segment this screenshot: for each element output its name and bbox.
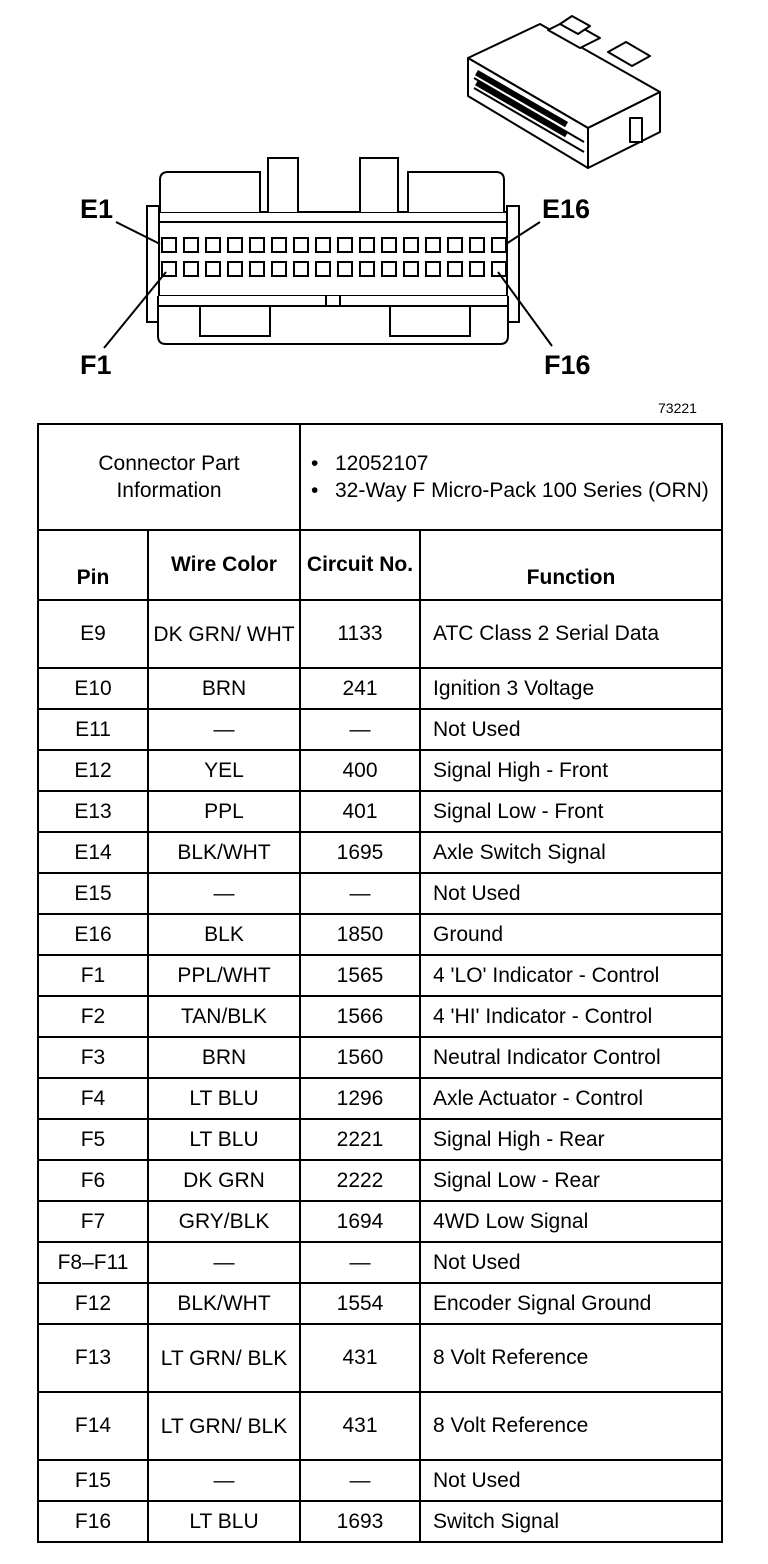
- circuit-cell: 431: [300, 1324, 420, 1392]
- circuit-cell: 2221: [300, 1119, 420, 1160]
- wire-color-cell: PPL/WHT: [148, 955, 300, 996]
- function-cell: Axle Actuator - Control: [420, 1078, 722, 1119]
- function-cell: Axle Switch Signal: [420, 832, 722, 873]
- pin-cell: E11: [38, 709, 148, 750]
- wire-color-cell: GRY/BLK: [148, 1201, 300, 1242]
- wire-color-cell: TAN/BLK: [148, 996, 300, 1037]
- pin-cell: F1: [38, 955, 148, 996]
- table-row: [38, 1501, 722, 1542]
- table-row: [38, 1392, 722, 1460]
- circuit-cell: —: [300, 873, 420, 914]
- pin-cell: F3: [38, 1037, 148, 1078]
- pin-cell: F16: [38, 1501, 148, 1542]
- circuit-cell: —: [300, 709, 420, 750]
- pin-cell: F15: [38, 1460, 148, 1501]
- table-header-row: [38, 530, 722, 600]
- table-row: [38, 996, 722, 1037]
- circuit-cell: 401: [300, 791, 420, 832]
- circuit-cell: 1693: [300, 1501, 420, 1542]
- circuit-cell: 1694: [300, 1201, 420, 1242]
- wire-color-cell: LT BLU: [148, 1119, 300, 1160]
- table-row: [38, 914, 722, 955]
- function-cell: Switch Signal: [420, 1501, 722, 1542]
- table-row: [38, 1078, 722, 1119]
- wire-color-cell: LT BLU: [148, 1501, 300, 1542]
- function-cell: 4WD Low Signal: [420, 1201, 722, 1242]
- function-cell: Not Used: [420, 1460, 722, 1501]
- function-cell: 8 Volt Reference: [420, 1324, 722, 1392]
- function-cell: 8 Volt Reference: [420, 1392, 722, 1460]
- table-row: [38, 1201, 722, 1242]
- connector-diagram: [0, 0, 768, 420]
- pin-cell: E12: [38, 750, 148, 791]
- header-function: Function: [420, 530, 722, 600]
- pin-cell: F14: [38, 1392, 148, 1460]
- wire-color-cell: LT BLU: [148, 1078, 300, 1119]
- function-cell: Encoder Signal Ground: [420, 1283, 722, 1324]
- label-e16: E16: [542, 194, 591, 224]
- pin-cell: E14: [38, 832, 148, 873]
- table-row: [38, 1283, 722, 1324]
- wire-color-cell: YEL: [148, 750, 300, 791]
- pin-cell: E9: [38, 600, 148, 668]
- wire-color-cell: LT GRN/ BLK: [148, 1392, 300, 1460]
- wire-color-cell: BRN: [148, 1037, 300, 1078]
- circuit-cell: —: [300, 1242, 420, 1283]
- pin-cell: F7: [38, 1201, 148, 1242]
- pin-cell: E16: [38, 914, 148, 955]
- circuit-cell: 1560: [300, 1037, 420, 1078]
- table-row: [38, 1324, 722, 1392]
- table-row: [38, 709, 722, 750]
- table-row: [38, 668, 722, 709]
- circuit-cell: 1695: [300, 832, 420, 873]
- label-e1: E1: [80, 194, 114, 224]
- function-cell: ATC Class 2 Serial Data: [420, 600, 722, 668]
- function-cell: Not Used: [420, 873, 722, 914]
- circuit-cell: 431: [300, 1392, 420, 1460]
- connector-part-info-list: [300, 424, 722, 530]
- table-row: [38, 1160, 722, 1201]
- table-row: [38, 1119, 722, 1160]
- function-cell: Neutral Indicator Control: [420, 1037, 722, 1078]
- connector-info-row: [38, 424, 722, 530]
- pin-cell: F5: [38, 1119, 148, 1160]
- function-cell: 4 'HI' Indicator - Control: [420, 996, 722, 1037]
- figure-id: 73221: [658, 400, 697, 416]
- circuit-cell: —: [300, 1460, 420, 1501]
- pin-cell: E15: [38, 873, 148, 914]
- wire-color-cell: PPL: [148, 791, 300, 832]
- circuit-cell: 400: [300, 750, 420, 791]
- pin-cell: F2: [38, 996, 148, 1037]
- function-cell: Ground: [420, 914, 722, 955]
- pin-cell: E13: [38, 791, 148, 832]
- connector-front-view: [147, 158, 519, 344]
- table-row: [38, 873, 722, 914]
- header-pin: Pin: [38, 530, 148, 600]
- pin-cell: F8–F11: [38, 1242, 148, 1283]
- circuit-cell: 1554: [300, 1283, 420, 1324]
- table-row: [38, 832, 722, 873]
- label-f16: F16: [544, 350, 591, 380]
- wire-color-cell: —: [148, 1460, 300, 1501]
- circuit-cell: 241: [300, 668, 420, 709]
- pin-cell: F4: [38, 1078, 148, 1119]
- wire-color-cell: LT GRN/ BLK: [148, 1324, 300, 1392]
- table-row: [38, 791, 722, 832]
- connector-pinout-table: [37, 423, 723, 1543]
- function-cell: Not Used: [420, 1242, 722, 1283]
- table-row: [38, 955, 722, 996]
- wire-color-cell: BLK: [148, 914, 300, 955]
- function-cell: Signal Low - Rear: [420, 1160, 722, 1201]
- circuit-cell: 1565: [300, 955, 420, 996]
- function-cell: Signal Low - Front: [420, 791, 722, 832]
- circuit-cell: 1133: [300, 600, 420, 668]
- header-wire-color: Wire Color: [148, 530, 300, 600]
- wire-color-cell: —: [148, 709, 300, 750]
- circuit-cell: 1850: [300, 914, 420, 955]
- table-row: [38, 1460, 722, 1501]
- table-row: [38, 750, 722, 791]
- connector-description: • 32-Way F Micro-Pack 100 Series (ORN): [311, 479, 709, 502]
- label-f1: F1: [80, 350, 112, 380]
- circuit-cell: 1566: [300, 996, 420, 1037]
- wire-color-cell: BRN: [148, 668, 300, 709]
- pin-cell: E10: [38, 668, 148, 709]
- table-row: [38, 1242, 722, 1283]
- wire-color-cell: BLK/WHT: [148, 832, 300, 873]
- table-row: [38, 600, 722, 668]
- circuit-cell: 2222: [300, 1160, 420, 1201]
- part-number: • 12052107: [311, 452, 429, 475]
- wire-color-cell: DK GRN: [148, 1160, 300, 1201]
- function-cell: Ignition 3 Voltage: [420, 668, 722, 709]
- function-cell: Not Used: [420, 709, 722, 750]
- function-cell: Signal High - Rear: [420, 1119, 722, 1160]
- header-circuit-no: Circuit No.: [300, 530, 420, 600]
- pin-cell: F6: [38, 1160, 148, 1201]
- pin-cell: F13: [38, 1324, 148, 1392]
- table-row: [38, 1037, 722, 1078]
- connector-part-info-label: Connector Part Information: [38, 424, 300, 530]
- wire-color-cell: DK GRN/ WHT: [148, 600, 300, 668]
- wire-color-cell: BLK/WHT: [148, 1283, 300, 1324]
- function-cell: 4 'LO' Indicator - Control: [420, 955, 722, 996]
- wire-color-cell: —: [148, 1242, 300, 1283]
- pin-cell: F12: [38, 1283, 148, 1324]
- circuit-cell: 1296: [300, 1078, 420, 1119]
- function-cell: Signal High - Front: [420, 750, 722, 791]
- wire-color-cell: —: [148, 873, 300, 914]
